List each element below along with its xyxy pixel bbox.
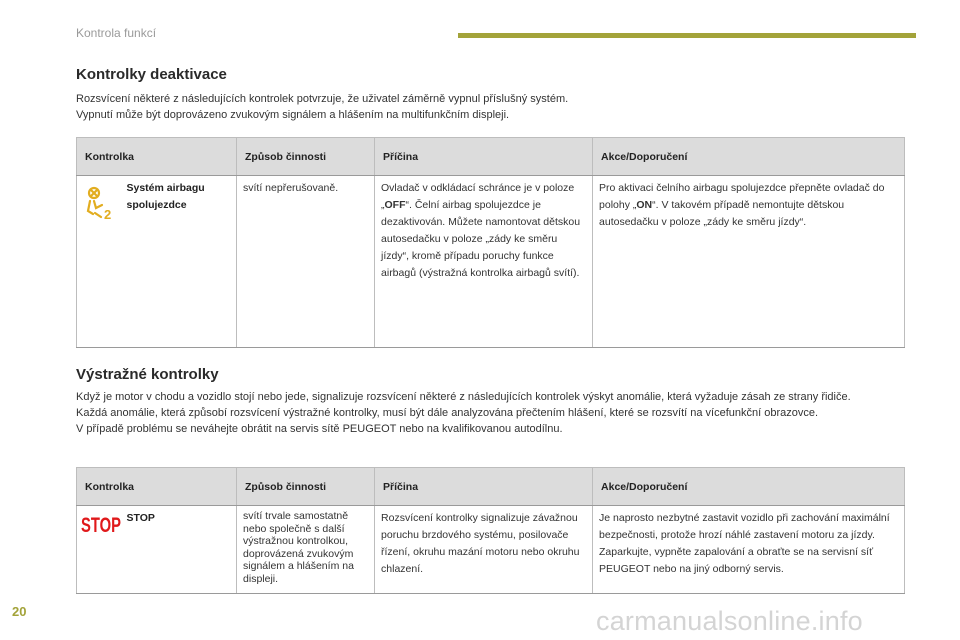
col-header-pricina: Příčina — [375, 468, 593, 506]
warning-table — [76, 467, 905, 594]
indicator-name: Systém airbagu spolujezdce — [121, 176, 237, 348]
action-text-a: Pro aktivaci čelního airbagu spolujezdce přepněte ovladač do polohy „ — [599, 182, 885, 211]
header-accent-bar — [458, 33, 916, 38]
deactivation-title: Kontrolky deaktivace — [76, 66, 227, 83]
intro-line: Rozsvícení některé z následujících kontrolek potvrzuje, že uživatel záměrně vypnul příslušný systém. — [76, 93, 569, 105]
table-row — [77, 506, 905, 594]
icon-cell — [77, 176, 121, 348]
stop-icon-text: STOP — [81, 514, 121, 536]
passenger-airbag-off-icon — [85, 186, 115, 220]
col-header-pricina: Příčina — [375, 138, 593, 176]
mode-cell: svítí trvale samostatně nebo společně s další výstražnou kontrolkou, doprovázená zvukovým signálem a hlášením na displeji. — [237, 506, 375, 594]
off-label: OFF — [384, 199, 406, 211]
running-header: Kontrola funkcí — [76, 26, 157, 40]
table-header-row — [77, 468, 905, 506]
table-header-row — [77, 138, 905, 176]
col-header-akce: Akce/Doporučení — [593, 468, 905, 506]
table-row — [77, 176, 905, 348]
col-header-kontrolka: Kontrolka — [77, 468, 237, 506]
icon-cell — [77, 506, 121, 594]
intro-line: V případě problému se neváhejte obrátit na servis sítě PEUGEOT nebo na kvalifikovanou autodílnu. — [76, 423, 563, 435]
deactivation-table — [76, 137, 905, 348]
on-label: ON — [636, 199, 653, 211]
stop-icon — [80, 512, 124, 536]
svg-text:2: 2 — [104, 207, 112, 220]
intro-line: Vypnutí může být doprovázeno zvukovým signálem a hlášením na multifunkčním displeji. — [76, 109, 510, 121]
mode-cell: svítí nepřerušovaně. — [237, 176, 375, 348]
intro-line: Každá anomálie, která způsobí rozsvícení výstražné kontrolky, musí být dále analyzována přečtením hlášení, které se rozsvítí na vícefunkční obrazovce. — [76, 407, 819, 419]
action-text-c: “. V takovém případě nemontujte dětskou autosedačku v poloze „zády ke směru jízdy“. — [599, 199, 845, 228]
col-header-kontrolka: Kontrolka — [77, 138, 237, 176]
col-header-zpusob: Způsob činnosti — [237, 468, 375, 506]
indicator-name: STOP — [121, 506, 237, 594]
cause-cell: Rozsvícení kontrolky signalizuje závažnou poruchu brzdového systému, posilovače řízení, okruhu mazání motoru nebo okruhu chlazení. — [375, 506, 593, 594]
col-header-zpusob: Způsob činnosti — [237, 138, 375, 176]
cause-text-c: “. Čelní airbag spolujezdce je dezaktivován. Můžete namontovat dětskou autosedačku v poloze „zády ke směru jízdy“, kromě případu poruchy funkce airbagů (výstražná kontrolka airbagů svítí). — [381, 199, 581, 279]
page-number: 20 — [12, 604, 27, 619]
warning-title: Výstražné kontrolky — [76, 366, 219, 383]
intro-line: Když je motor v chodu a vozidlo stojí nebo jede, signalizuje rozsvícení některé z následujících kontrolek výskyt anomálie, která vyžaduje zásah ze strany řidiče. — [76, 391, 851, 403]
col-header-akce: Akce/Doporučení — [593, 138, 905, 176]
deactivation-intro — [76, 91, 896, 123]
action-cell — [593, 176, 905, 348]
cause-text-a: Ovladač v odkládací schránce je v poloze „ — [381, 182, 575, 211]
warning-intro — [76, 389, 896, 437]
cause-cell — [375, 176, 593, 348]
action-cell: Je naprosto nezbytné zastavit vozidlo při zachování maximální bezpečnosti, protože hrozí náhlé zastavení motoru za jízdy. Zaparkujte, vypněte zapalování a obraťte se na servisní síť PEUGEOT nebo na jiný odborný servis. — [593, 506, 905, 594]
watermark: carmanualsonline.info — [596, 606, 863, 636]
